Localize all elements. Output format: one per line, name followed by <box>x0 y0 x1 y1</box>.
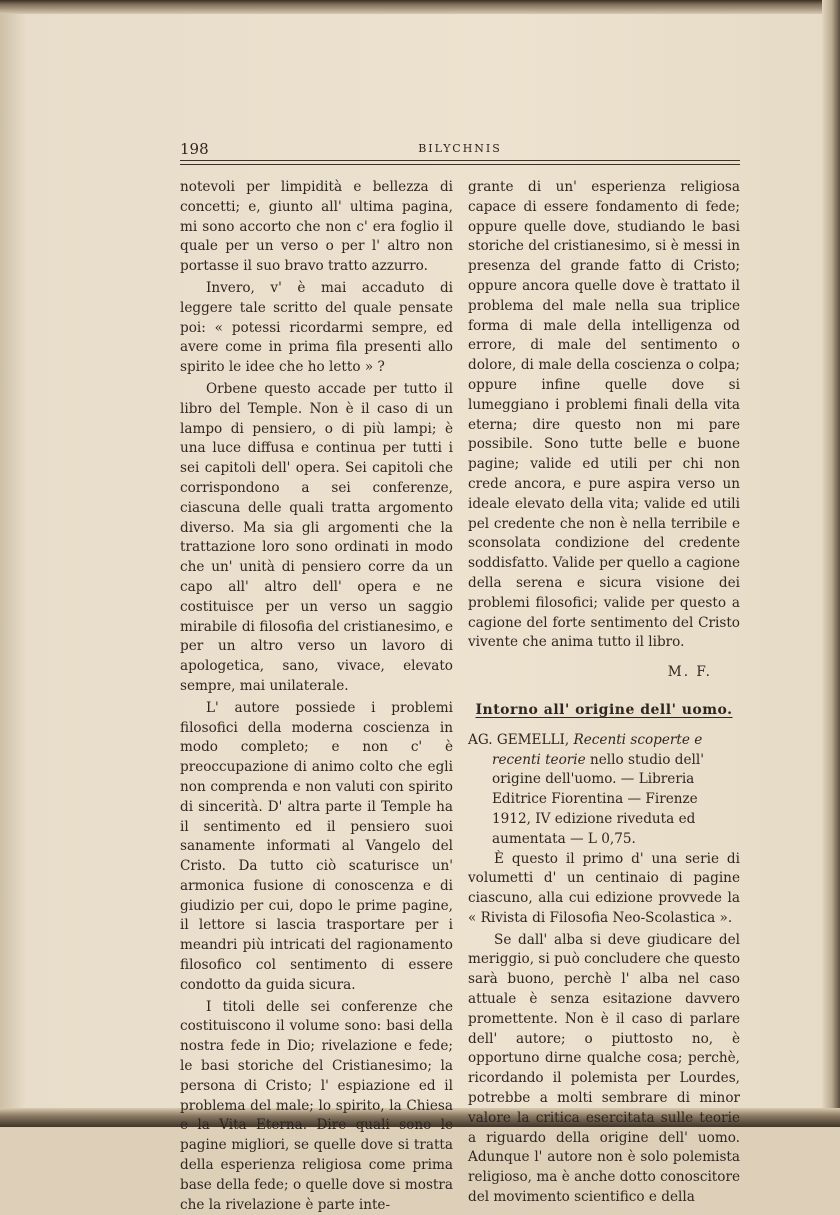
paragraph: L' autore possiede i problemi filosofici della moderna coscienza in modo completo; e non c' è preoccupazione di animo colto che egli non comprenda e non valuti con spirito di sincerità. D' altra parte il Temple ha il sentimento ed il pensiero suoi sanamente informati al Vangelo del Cristo. Da tutto ciò scaturisce un' armonica fusione di conoscenza e di giudizio per cui, dopo le prime pagine, il lettore si lascia trasportare per i meandri più intricati del ragionamento filosofico col sentimento di essere condotto da guida sicura. <box>180 699 453 993</box>
paragraph: Invero, v' è mai accaduto di leggere tale scritto del quale pensate poi: « potessi ricordarmi sempre, ed avere come in prima fila presenti allo spirito le idee che ho letto » ? <box>180 279 453 376</box>
header-rule-bottom <box>180 164 740 165</box>
paragraph: I titoli delle sei conferenze che costituiscono il volume sono: basi della nostra fede in Dio; rivelazione e fede; le basi storiche del Cristianesimo; la persona di Cristo; l' espiazione ed il problema del male; lo spirito, la Chiesa e la Vita Eterna. Dire quali sono le pagine migliori, se quelle dove si tratta della esperienza religiosa come prima base della fede; o quelle dove si mostra che la rivelazione è parte inte- <box>180 998 453 1213</box>
paragraph: Orbene questo accade per tutto il libro del Temple. Non è il caso di un lampo di pensiero, o di più lampi; è una luce diffusa e continua per tutti i sei capitoli dell' opera. Sei capitoli che corrispondono a sei conferenze, ciascuna delle quali tratta argomento diverso. Ma sia gli argomenti che la trattazione loro sono ordinati in modo che un' unità di pensiero corre da un capo all' altro dell' opera e ne costituisce per un verso un saggio mirabile di filosofia del cristianesimo, e per un altro verso un lavoro di apologetica, sano, vivace, elevato sempre, mai unilaterale. <box>180 380 453 694</box>
paragraph: notevoli per limpidità e bellezza di concetti; e, giunto all' ultima pagina, mi sono accorto che non c' era foglio il quale per un verso o per l' altro non portasse il suo bravo tratto azzurro. <box>180 179 453 275</box>
bibliographic-entry <box>468 731 740 850</box>
running-head: BILYCHNIS <box>418 142 502 155</box>
paragraph: Se dall' alba si deve giudicare del meriggio, si può concludere che questo sarà buono, perchè l' alba nel caso attuale è senza esitazione davvero promettente. Non è il caso di parlare dell' autore; o piuttosto no, è opportuno dirne qualche cosa; perchè, ricordando il polemista per Lourdes, potrebbe a molti sembrare di minor valore la critica esercitata sulle teorie a riguardo della origine dell' uomo. Adunque l' autore non è solo polemista religioso, ma è anche dotto conoscitore del movimento scientifico e della <box>468 931 740 1206</box>
biblio-details: nello studio dell' origine dell'uomo. — Libreria Editrice Fiorentina — Firenze 1912, IV edizione riveduta ed aumentata — L 0,75. <box>492 751 704 847</box>
scan-top-edge <box>0 0 840 14</box>
author-signature: M. F. <box>667 664 712 681</box>
scan-right-edge <box>822 0 840 1127</box>
right-column <box>468 178 740 1208</box>
paragraph: È questo il primo d' una serie di volumetti d' un centinaio di pagine ciascuno, alla cui edizione provvede la « Rivista di Filosofia Neo-Scolastica ». <box>468 850 740 926</box>
paragraph-continuation: grante di un' esperienza religiosa capace di essere fondamento di fede; oppure quelle dove, studiando le basi storiche del cristianesimo, si è messi in presenza del grande fatto di Cristo; oppure ancora quelle dove è trattato il problema del male nella sua triplice forma di male della intelligenza od errore, di male del sentimento o dolore, di male della coscienza o colpa; oppure infine quelle dove si lumeggiano i problemi finali della vita eterna; dire questo non mi pare possibile. Sono tutte belle e buone pagine; valide ed utili per chi non crede ancora, e pure aspira verso un ideale elevato della vita; valide ed utili pel credente che non è nella terribile e sconsolata condizione del credente soddisfatto. Valide per quello a cagione della serena e sicura visione dei problemi filosofici; valide per questo a cagione del forte sentimento del Cristo vivente che anima tutto il libro. <box>468 179 740 651</box>
page-header <box>180 140 740 170</box>
header-rule-top <box>180 160 740 161</box>
section-title: Intorno all' origine dell' uomo. <box>475 701 733 718</box>
page-number: 198 <box>180 140 209 158</box>
biblio-author: AG. GEMELLI, <box>468 731 570 748</box>
biblio-title: Recenti scoperte e recenti teorie <box>492 731 703 768</box>
left-column <box>180 178 453 1215</box>
